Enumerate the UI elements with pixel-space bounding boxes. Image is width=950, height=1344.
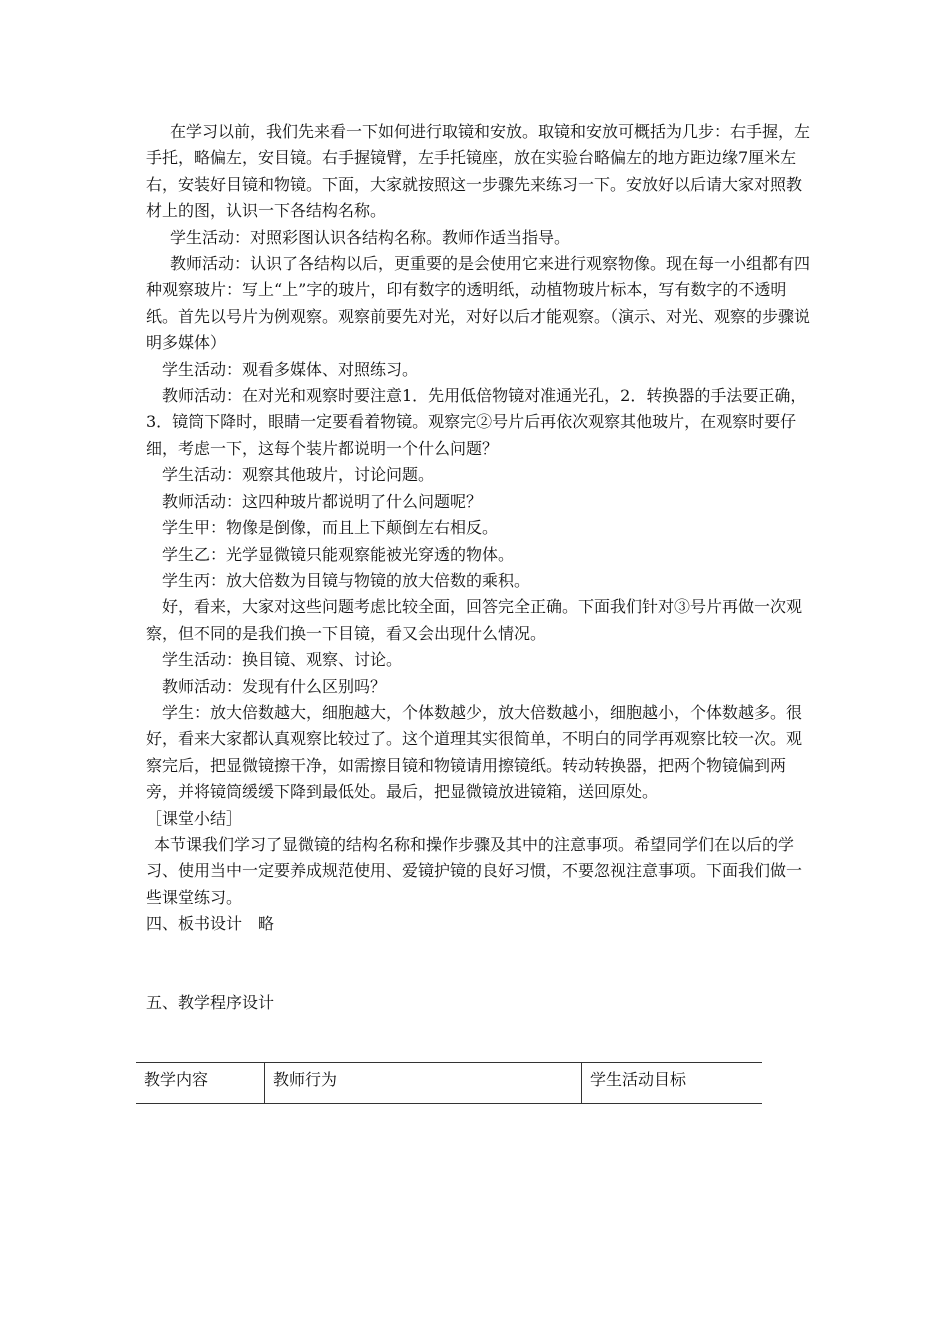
- heading-class-summary: ［课堂小结］: [146, 808, 243, 828]
- paragraph-student-c: 学生丙：放大倍数为目镜与物镜的放大倍数的乘积。: [162, 570, 531, 590]
- blank-line: [146, 938, 810, 964]
- document-body: [146, 119, 810, 1016]
- paragraph-student-activity-4: 学生活动：换目镜、观察、讨论。: [162, 650, 403, 670]
- paragraph-teacher-activity-4: 教师活动：发现有什么区别吗？: [162, 676, 387, 696]
- heading-section-five: 五、教学程序设计: [146, 992, 275, 1012]
- paragraph-class-summary: 本节课我们学习了显微镜的结构名称和操作步骤及其中的注意事项。希望同学们在以后的学习、使用当中一定要养成规范使用、爱镜护镜的良好习惯，不要忽视注意事项。下面我们做一些课堂练习。: [146, 834, 803, 907]
- paragraph-teacher-activity-1: 教师活动：认识了各结构以后，更重要的是会使用它来进行观察物像。现在每一小组都有四种观察玻片：写上“上”字的玻片，印有数字的透明纸，动植物玻片标本，写有数字的不透明纸。首先以号片为例观察。观察前要先对光，对好以后才能观察。（演示、对光、观察的步骤说明多媒体）: [146, 254, 811, 353]
- paragraph-student-activity-1: 学生活动：对照彩图认识各结构名称。教师作适当指导。: [170, 227, 571, 247]
- paragraph-teacher-activity-3: 教师活动：这四种玻片都说明了什么问题呢？: [162, 491, 483, 511]
- table-header-row: [136, 1063, 762, 1104]
- paragraph-student-activity-2: 学生活动：观看多媒体、对照练习。: [162, 359, 419, 379]
- program-design-table: [136, 1062, 762, 1104]
- table-header-content: 教学内容: [136, 1063, 265, 1104]
- table-header-teacher: 教师行为: [265, 1063, 582, 1104]
- paragraph-student-answer: 学生：放大倍数越大，细胞越大，个体数越少，放大倍数越小，细胞越小，个体数越多。很好，看来大家都认真观察比较过了。这个道理其实很简单，不明白的同学再观察比较一次。观察完后，把显微镜擦干净，如需擦目镜和物镜请用擦镜纸。转动转换器，把两个物镜偏到两旁，并将镜筒缓缓下降到最低处。最后，把显微镜放进镜箱，送回原处。: [146, 702, 803, 802]
- heading-section-four: 四、板书设计 略: [146, 914, 275, 934]
- table-header-student: 学生活动目标: [582, 1063, 763, 1104]
- paragraph-teacher-activity-2: 教师活动：在对光和观察时要注意1．先用低倍物镜对准通光孔，2．转换器的手法要正确，3．镜筒下降时，眼睛一定要看着物镜。观察完②号片后再依次观察其他玻片，在观察时要仔细，考虑一下，这每个装片都说明一个什么问题？: [146, 386, 807, 458]
- paragraph-teacher-summary: 好，看来，大家对这些问题考虑比较全面，回答完全正确。下面我们针对③号片再做一次观察，但不同的是我们换一下目镜，看又会出现什么情况。: [146, 597, 803, 643]
- paragraph-student-activity-3: 学生活动：观察其他玻片，讨论问题。: [162, 465, 435, 485]
- blank-line: [146, 964, 810, 990]
- paragraph-student-b: 学生乙：光学显微镜只能观察能被光穿透的物体。: [162, 544, 515, 564]
- paragraph-intro: 在学习以前，我们先来看一下如何进行取镜和安放。取镜和安放可概括为几步：右手握，左手托，略偏左，安目镜。右手握镜臂，左手托镜座，放在实验台略偏左的地方距边缘7厘米左右，安装好目镜和物镜。下面，大家就按照这一步骤先来练习一下。安放好以后请大家对照教材上的图，认识一下各结构名称。: [146, 122, 811, 221]
- paragraph-student-a: 学生甲：物像是倒像，而且上下颠倒左右相反。: [162, 518, 499, 538]
